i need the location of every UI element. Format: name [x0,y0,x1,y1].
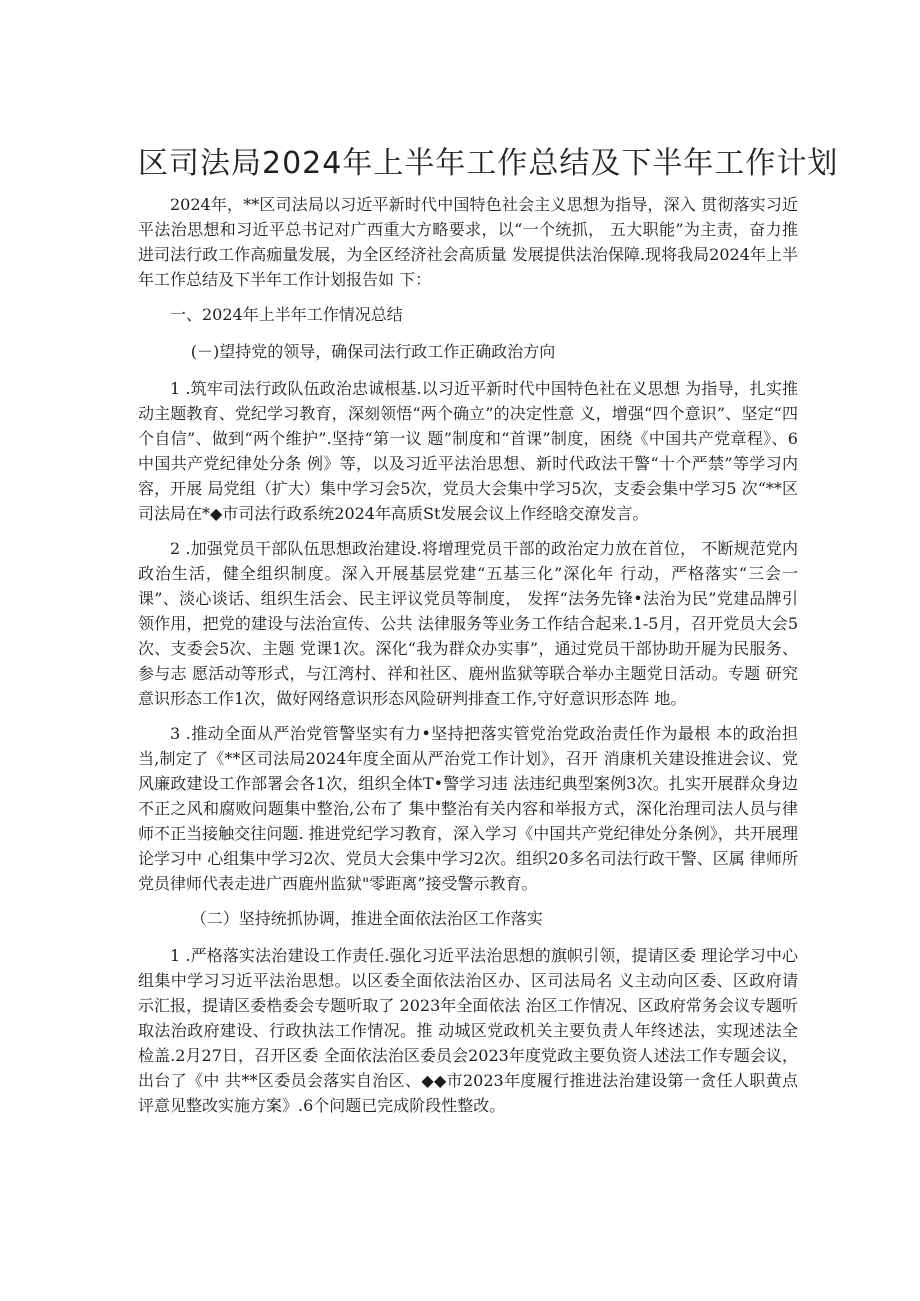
intro-paragraph: 2024年，**区司法局以习近平新时代中国特色社会主义思想为指导，深入 贯彻落实习近平法治思想和习近平总书记对广西重大方略要求，以“一个统抓， 五大职能”为主责，奋力推进司法行政工作高痂量发展，为全区经济社会高质量 发展提供法治保障.现将我局2024年上半年工作总结及下半年工作计划报告如 下： [138,195,798,289]
subsection-1-paragraph-1: 1 .筑牢司法行政队伍政治忠诚根基.以习近平新时代中国特色社在义思想 为指导，扎实推动主题教育、党纪学习教育，深刻领悟“两个确立”的决定性意 义，增强“四个意识”、坚定“四个自信”、做到“两个维护”.坚持“第一议 题”制度和“首课”制度，困绕《中国共产党章程》、6中国共产党纪律处分条 例》等，以及习近平法治思想、新时代政法干警“十个严禁”等学习内容，开展 局党组（扩大）集中学习会5次，党员大会集中学习5次，支委会集中学习5 次“**区司法局在*◆市司法行政系统2024年高质St发展会议上作经晗交潦发言。 [138,379,798,523]
subsection-2-paragraph-1: 1 .严格落实法治建设工作责任.强化习近平法治思想的旗帜引领，提请区委 理论学习中心组集中学习习近平法治思想。以区委全面依法治区办、区司法局名 义主动向区委、区政府请示汇报，提请区委梏委会专题听取了 2023年全面依法 治区工作情况、区政府常务会议专题听取法治政府建设、行政执法工作情况。推 动城区党政机关主要负责人年终述法，实现述法全检盖.2月27日，召开区委 全面依法治区委员会2023年度党政主要负资人述法工作专题会议，出台了《中 共**区委员会落实自治区、◆◆市2023年度履行推进法治建设第一贪任人职黄点 评意见整改实施方案》.6个问题已完成阶段性整改。 [138,946,798,1115]
section-1-heading: 一、2024年上半年工作情况总结 [170,305,403,324]
document-body [138,192,798,1128]
subsection-1-heading: (－)望持党的领导，确保司法行政工作正确政治方向 [190,342,556,361]
document-title: 区司法局2024年上半年工作总结及下半年工作计划 [138,146,839,181]
subsection-1-paragraph-3: 3 .推动全面从严治党管警坚实有力•坚持把落实管党治党政治责任作为最根 本的政治担当,制定了《**区司法局2024年度全面从严治党工作计划》，召开 消康机关建设推进会议、党风廉政建设工作部署会各1次，组织全体T•警学习违 法违纪典型案例3次。扎实开展群众身边不正之风和腐败问题集中整治,公布了 集中整治有关内容和举报方式，深化治理司法人员与律师不正当接触交往问题. 推进党纪学习教育，深入学习《中国共产党纪律处分条例》，共开展理论学习中 心组集中学习2次、党员大会集中学习2次。组织20多名司法行政干警、区属 律师所党员律师代表走进广西鹿州监狱"零距离”接受警示教育。 [138,724,798,893]
subsection-2-heading: （二）坚持统抓协调，推进全面依法治区工作落实 [190,909,543,928]
subsection-1-paragraph-2: 2 .加强党员干部队伍思想政治建设.将增理党员干部的政治定力放在首位， 不断规范党内政治生活，健全组织制度。深入开展基层党建“五基三化”深化年 行动，严格落实“三会一课”、淡心谈话、组织生活会、民主评议党员等制度， 发挥“法务先锋•法治为民”党建品牌引领作用，把党的建设与法治宣传、公共 法律服务等业务工作结合起来.1-5月，召开党员大会5次、支委会5次、主题 党课1次。深化“我为群众办实事”，通过党员干部协助开屣为民服务、参与志 愿活动等形式，与江湾村、祥和社区、鹿州监狱等联合举办主题党日活动。专题 研究意识形态工作1次，做好网络意识形态风险研判排查工作,守好意识形态阵 地。 [138,539,798,708]
